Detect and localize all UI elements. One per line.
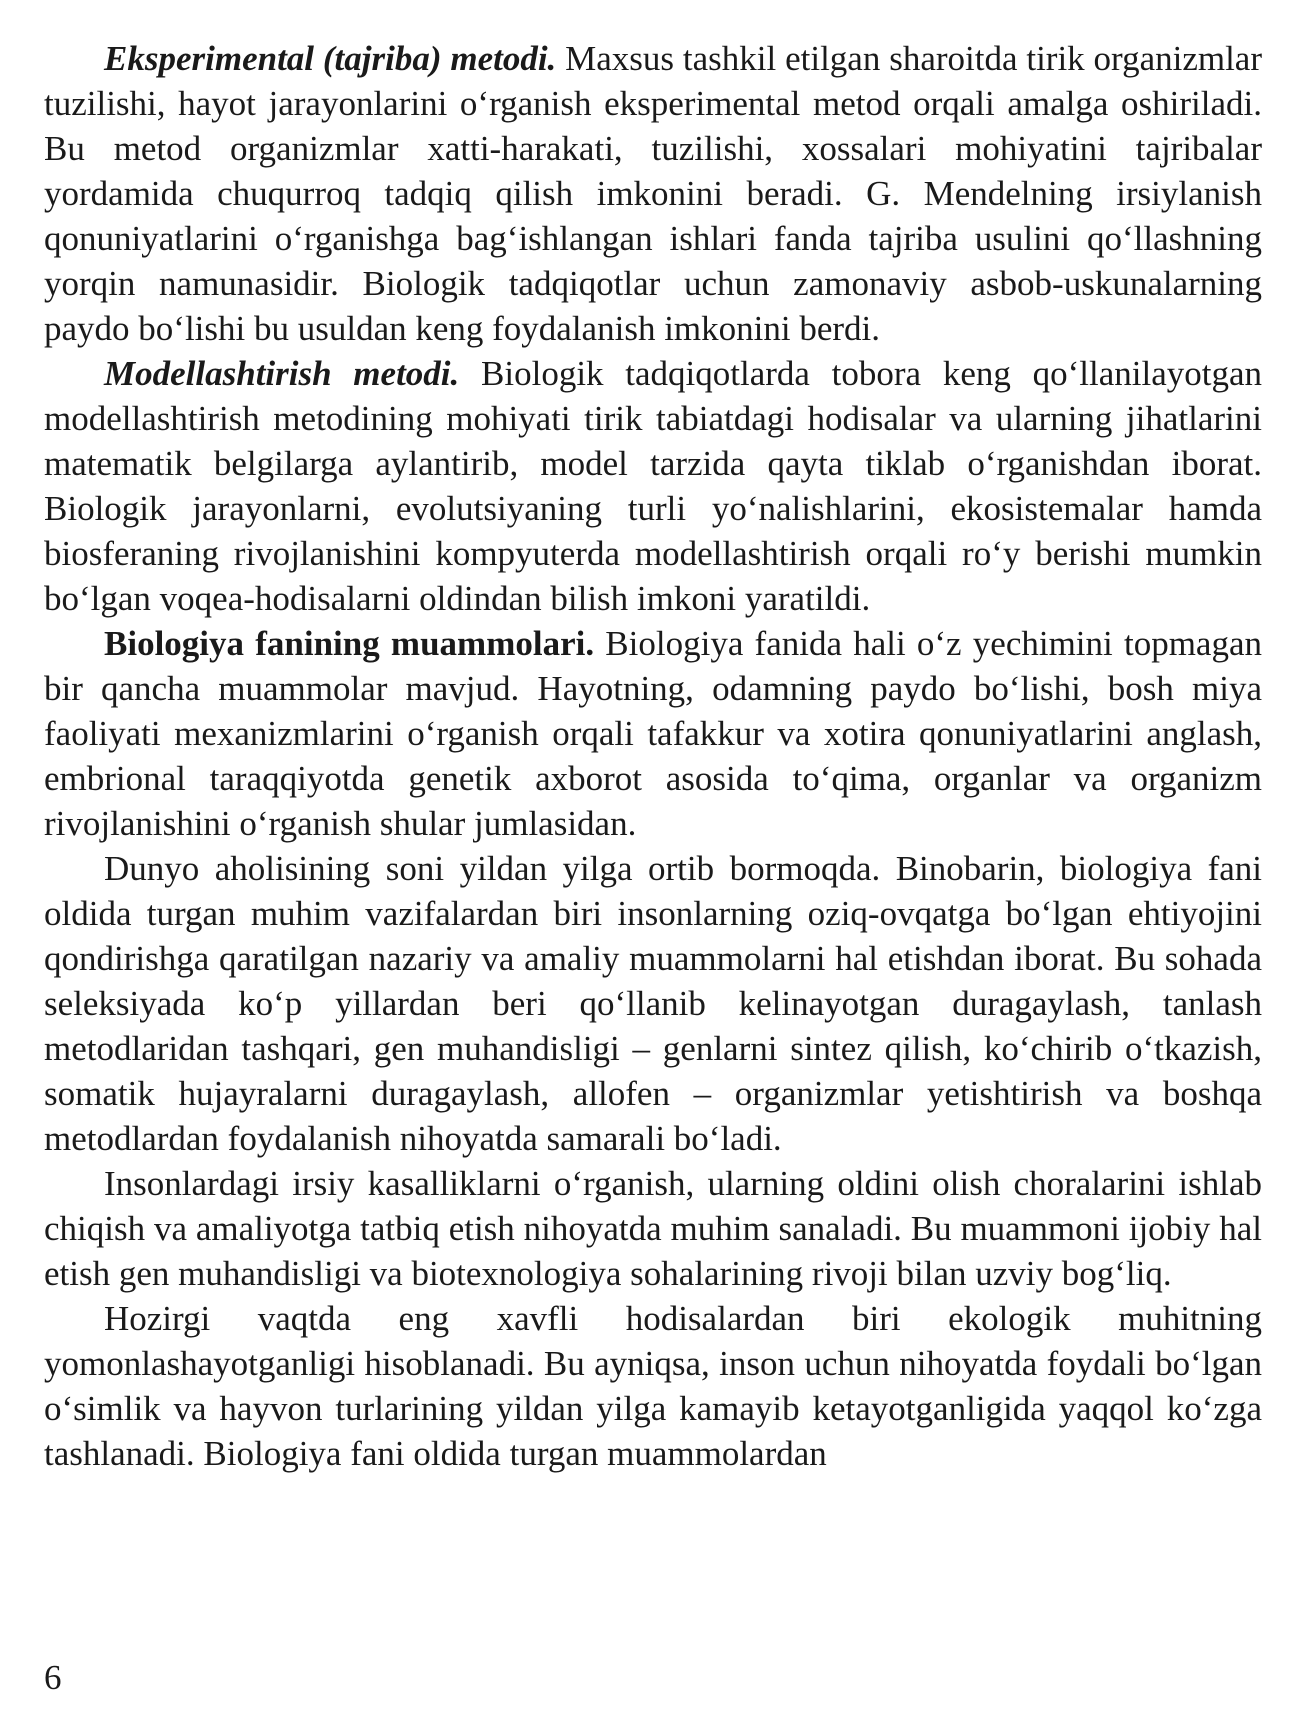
paragraph-text: Biologik tadqiqotlarda tobora keng qo‘llanilayotgan modellashtirish metodining mohiyati tirik tabiatdagi hodisalar va ularning jihatlarini matematik belgilarga aylantirib, model tarzida qayta tiklab o‘rganishdan iborat. Biologik jarayonlarni, evolutsiyaning turli yo‘nalishlarini, ekosistemalar hamda biosferaning rivojlanishini kompyuterda modellashtirish orqali ro‘y berishi mumkin bo‘lgan voqea-hodisalarni oldindan bilish imkoni yaratildi. bbox=[44, 354, 1262, 618]
paragraph-ecology: Hozirgi vaqtda eng xavfli hodisalardan biri ekologik muhitning yomonlashayotganligi hisoblanadi. Bu ayniqsa, inson uchun nihoyatda foydali bo‘lgan o‘simlik va hayvon turlarining yildan yilga kamayib ketayotganligida yaqqol ko‘zga tashlanadi. Biologiya fani oldida turgan muammolardan bbox=[44, 1299, 1262, 1473]
paragraph-text: Biologiya fanida hali o‘z yechimini topmagan bir qancha muammolar mavjud. Hayotning, odamning paydo bo‘lishi, bosh miya faoliyati mexanizmlarini o‘rganish orqali tafakkur va xotira qonuniyatlarini anglash, embrional taraqqiyotda genetik axborot asosida to‘qima, organlar va organizm rivojlanishini o‘rganish shular jumlasidan. bbox=[44, 624, 1262, 843]
page-number: 6 bbox=[44, 1658, 62, 1697]
paragraph-population: Dunyo aholisining soni yildan yilga ortib bormoqda. Binobarin, biologiya fani oldida turgan muhim vazifalardan biri insonlarning oziq-ovqatga bo‘lgan ehtiyojini qondirishga qaratilgan nazariy va amaliy muammolarni hal etishdan iborat. Bu sohada seleksiyada ko‘p yillardan beri qo‘llanib kelinayotgan duragaylash, tanlash metodlaridan tashqari, gen muhandisligi – genlarni sintez qilish, ko‘chirib o‘tkazish, somatik hujayralarni duragaylash, allofen – organizmlar yetishtirish va boshqa metodlardan foydalanish nihoyatda samarali bo‘ladi. bbox=[44, 849, 1262, 1158]
paragraph-biology-problems bbox=[44, 621, 1262, 846]
page-body bbox=[44, 36, 1262, 1476]
term-modelling-method: Modellashtirish metodi. bbox=[104, 354, 460, 393]
paragraph-experimental-method bbox=[44, 36, 1262, 351]
paragraph-hereditary-diseases: Insonlardagi irsiy kasalliklarni o‘rganish, ularning oldini olish choralarini ishlab chiqish va amaliyotga tatbiq etish nihoyatda muhim sanaladi. Bu muammoni ijobiy hal etish gen muhandisligi va biotexnologiya sohalarining rivoji bilan uzviy bog‘liq. bbox=[44, 1164, 1262, 1293]
heading-biology-problems: Biologiya fanining muammolari. bbox=[104, 624, 595, 663]
term-experimental-method: Eksperimental (tajriba) metodi. bbox=[104, 39, 557, 78]
paragraph-text: Maxsus tashkil etilgan sharoitda tirik organizmlar tuzilishi, hayot jarayonlarini o‘rganish eksperimental metod orqali amalga oshiriladi. Bu metod organizmlar xatti-harakati, tuzilishi, xossalari mohiyatini tajribalar yordamida chuqurroq tadqiq qilish imkonini beradi. G. Mendelning irsiylanish qonuniyatlarini o‘rganishga bag‘ishlangan ishlari fanda tajriba usulini qo‘llashning yorqin namunasidir. Biologik tadqiqotlar uchun zamonaviy asbob-uskunalarning paydo bo‘lishi bu usuldan keng foydalanish imkonini berdi. bbox=[44, 39, 1262, 348]
paragraph-modelling-method bbox=[44, 351, 1262, 621]
